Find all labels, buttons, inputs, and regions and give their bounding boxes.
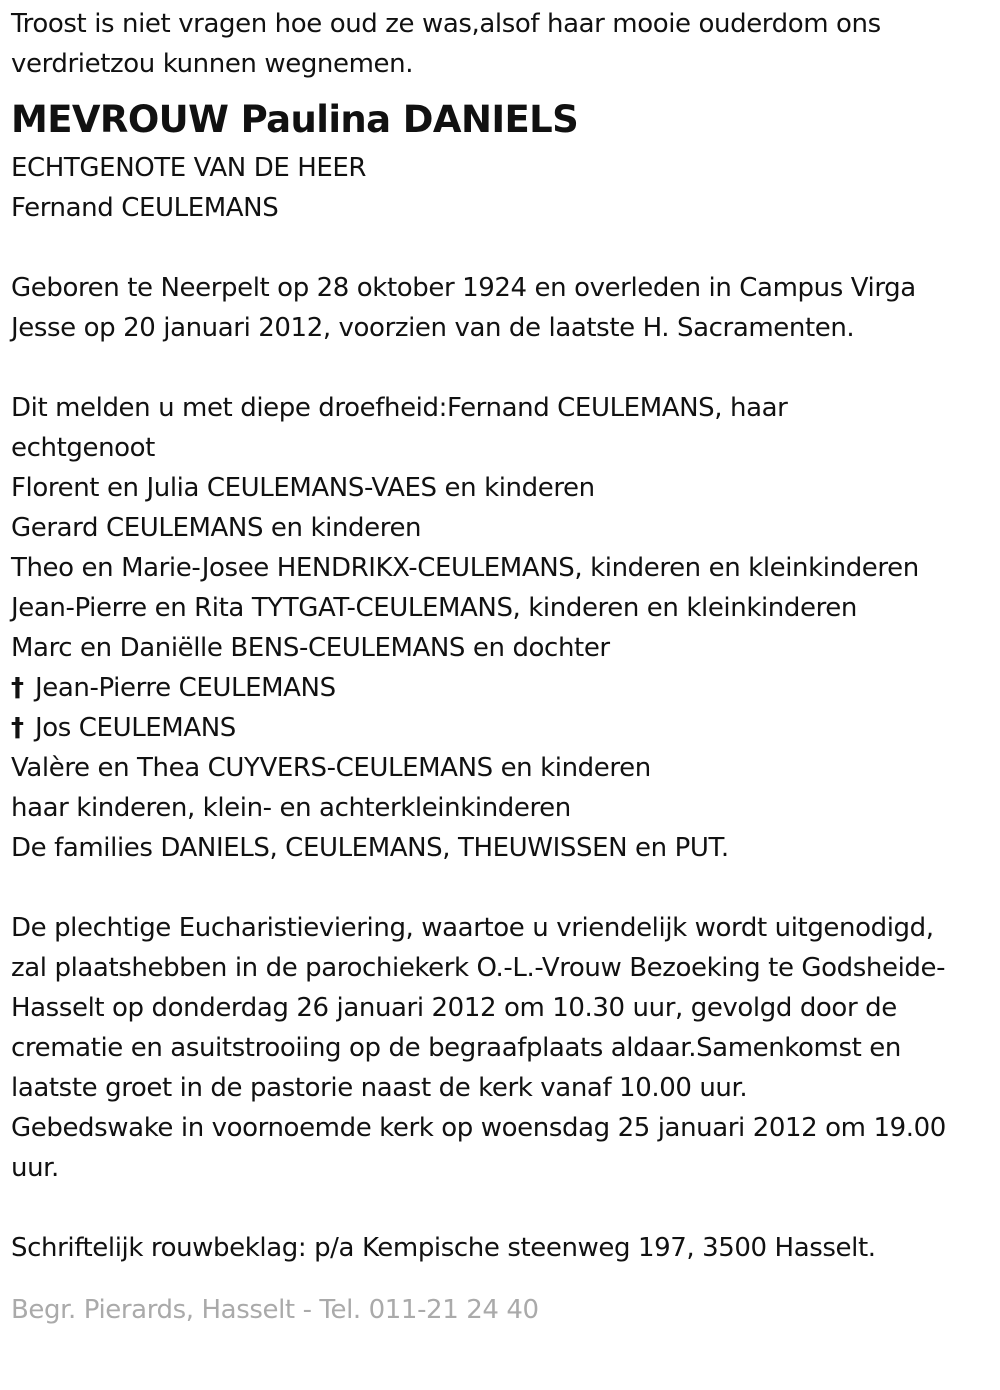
spacer (11, 868, 996, 908)
mourners-intro-line: echtgenoot (11, 433, 155, 463)
mourner-line: haar kinderen, klein- en achterkleinkinderen (11, 793, 571, 823)
cross-icon: † (11, 713, 24, 743)
mourner-line: Florent en Julia CEULEMANS-VAES en kinderen (11, 473, 595, 503)
birth-death-line: Jesse op 20 januari 2012, voorzien van de laatste H. Sacramenten. (11, 313, 855, 343)
deceased-child-name: Jos CEULEMANS (35, 713, 236, 743)
ceremony-line: De plechtige Eucharistieviering, waartoe u vriendelijk wordt uitgenodigd, (11, 913, 934, 943)
opening-quote (11, 4, 996, 84)
ceremony-paragraph (11, 908, 996, 1188)
mourners-list (11, 388, 996, 868)
undertaker-footer: Begr. Pierards, Hasselt - Tel. 011-21 24 40 (11, 1295, 539, 1325)
quote-line: verdrietzou kunnen wegnemen. (11, 49, 414, 79)
ceremony-line: Hasselt op donderdag 26 januari 2012 om 10.30 uur, gevolgd door de (11, 993, 897, 1023)
condolence-address: Schriftelijk rouwbeklag: p/a Kempische steenweg 197, 3500 Hasselt. (11, 1233, 876, 1263)
mourner-line: Valère en Thea CUYVERS-CEULEMANS en kinderen (11, 753, 651, 783)
deceased-child-name: Jean-Pierre CEULEMANS (35, 673, 336, 703)
mourner-line: De families DANIELS, CEULEMANS, THEUWISSEN en PUT. (11, 833, 729, 863)
birth-death-paragraph (11, 268, 996, 348)
mourner-line: Marc en Daniëlle BENS-CEULEMANS en dochter (11, 633, 610, 663)
ceremony-line: uur. (11, 1153, 59, 1183)
spouse-name: Fernand CEULEMANS (11, 193, 279, 223)
birth-death-line: Geboren te Neerpelt op 28 oktober 1924 en overleden in Campus Virga (11, 273, 916, 303)
deceased-name: MEVROUW Paulina DANIELS (11, 98, 579, 141)
deceased-child-line (11, 708, 996, 748)
spacer (11, 1188, 996, 1228)
cross-icon: † (11, 673, 24, 703)
deceased-child-line (11, 668, 996, 708)
ceremony-line: crematie en asuitstrooiing op de begraafplaats aldaar.Samenkomst en (11, 1033, 901, 1063)
ceremony-line: Gebedswake in voornoemde kerk op woensdag 25 januari 2012 om 19.00 (11, 1113, 946, 1143)
mourner-line: Theo en Marie-Josee HENDRIKX-CEULEMANS, kinderen en kleinkinderen (11, 553, 919, 583)
ceremony-line: zal plaatshebben in de parochiekerk O.-L.-Vrouw Bezoeking te Godsheide- (11, 953, 946, 983)
spouse-line: ECHTGENOTE VAN DE HEER (11, 153, 367, 183)
obituary-notice (11, 0, 996, 1330)
mourners-intro-line: Dit melden u met diepe droefheid:Fernand CEULEMANS, haar (11, 393, 788, 423)
ceremony-line: laatste groet in de pastorie naast de kerk vanaf 10.00 uur. (11, 1073, 748, 1103)
mourner-line: Gerard CEULEMANS en kinderen (11, 513, 422, 543)
spacer (11, 348, 996, 388)
mourner-line: Jean-Pierre en Rita TYTGAT-CEULEMANS, kinderen en kleinkinderen (11, 593, 857, 623)
spacer (11, 228, 996, 268)
quote-line: Troost is niet vragen hoe oud ze was,alsof haar mooie ouderdom ons (11, 9, 881, 39)
